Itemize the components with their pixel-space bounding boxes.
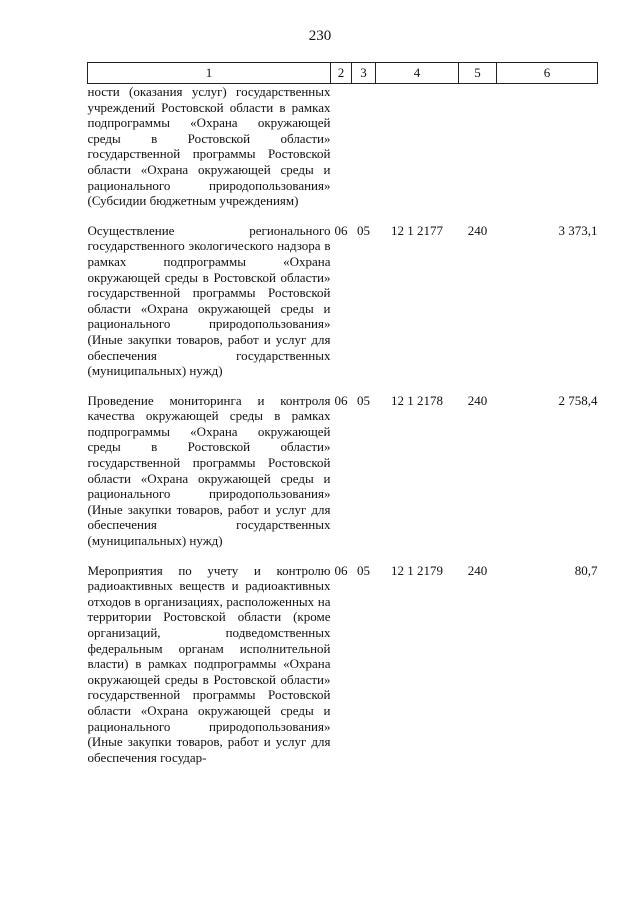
header-col-1: 1: [88, 63, 331, 84]
table-header: [88, 63, 598, 84]
row-amount: 2 758,4: [558, 392, 598, 408]
row-type: 240: [467, 392, 488, 408]
row-type: 240: [467, 562, 488, 578]
row-target: 12 1 2179: [391, 562, 443, 578]
row-description: Проведение мониторинга и контроля качества окружающей среды в рамках подпрограммы «Охрана окружающей среды в Ростовской области» государственной программы Ростовской области «Охрана окружающей среды и рационального природопользования» (Иные закупки товаров, работ и услуг для обеспечения государственных (муниципальных) нужд): [87, 392, 331, 549]
row-subsection: 05: [357, 392, 370, 408]
row-description: Осуществление регионального государственного экологического надзора в рамках подпрограммы «Охрана окружающей среды в Ростовской области» государственной программы Ростовской области «Охрана окружающей среды и рационального природопользования» (Иные закупки товаров, работ и услуг для обеспечения государственных (муниципальных) нужд): [87, 222, 331, 379]
row-amount: 3 373,1: [558, 222, 598, 238]
row-section: [331, 84, 352, 209]
header-col-4: 4: [376, 63, 459, 84]
table-body: [88, 84, 598, 766]
table-row: [88, 223, 598, 379]
row-subsection: 05: [357, 562, 370, 578]
header-col-5: 5: [459, 63, 497, 84]
budget-table: [87, 62, 598, 765]
row-type: [459, 84, 497, 209]
row-spacer: [88, 549, 598, 563]
row-description: ности (оказания услуг) государственных учреждений Ростовской области в рамках подпрограммы «Охрана окружающей среды в Ростовской области» государственной программы Ростовской области «Охрана окружающей среды и рационального природопользования» (Субсидии бюджетным учреждениям): [87, 84, 331, 209]
header-col-2: 2: [331, 63, 352, 84]
row-section: 06: [334, 392, 348, 408]
row-amount: [497, 84, 598, 209]
row-description: Мероприятия по учету и контролю радиоактивных веществ и радиоактивных отходов в организациях, расположенных на территории Ростовской области (кроме организаций, подведомственных федеральным органам исполнительной власти) в рамках подпрограммы «Охрана окружающей среды в Ростовской области» государственной программы Ростовской области «Охрана окружающей среды и рационального природопользования» (Иные закупки товаров, работ и услуг для обеспечения государ-: [87, 562, 331, 765]
row-target: [376, 84, 459, 209]
page-number: 230: [308, 28, 332, 44]
row-target: 12 1 2177: [391, 222, 443, 238]
table-row: [88, 84, 598, 209]
row-type: 240: [467, 222, 488, 238]
table-row: [88, 393, 598, 549]
row-subsection: [352, 84, 376, 209]
row-section: 06: [334, 562, 348, 578]
table-row: [88, 563, 598, 766]
header-row: [88, 63, 598, 84]
header-col-6: 6: [497, 63, 598, 84]
row-section: 06: [334, 222, 348, 238]
row-amount: 80,7: [574, 562, 598, 578]
row-spacer: [88, 209, 598, 223]
row-target: 12 1 2178: [391, 392, 443, 408]
row-spacer: [88, 379, 598, 393]
header-col-3: 3: [352, 63, 376, 84]
row-subsection: 05: [357, 222, 370, 238]
